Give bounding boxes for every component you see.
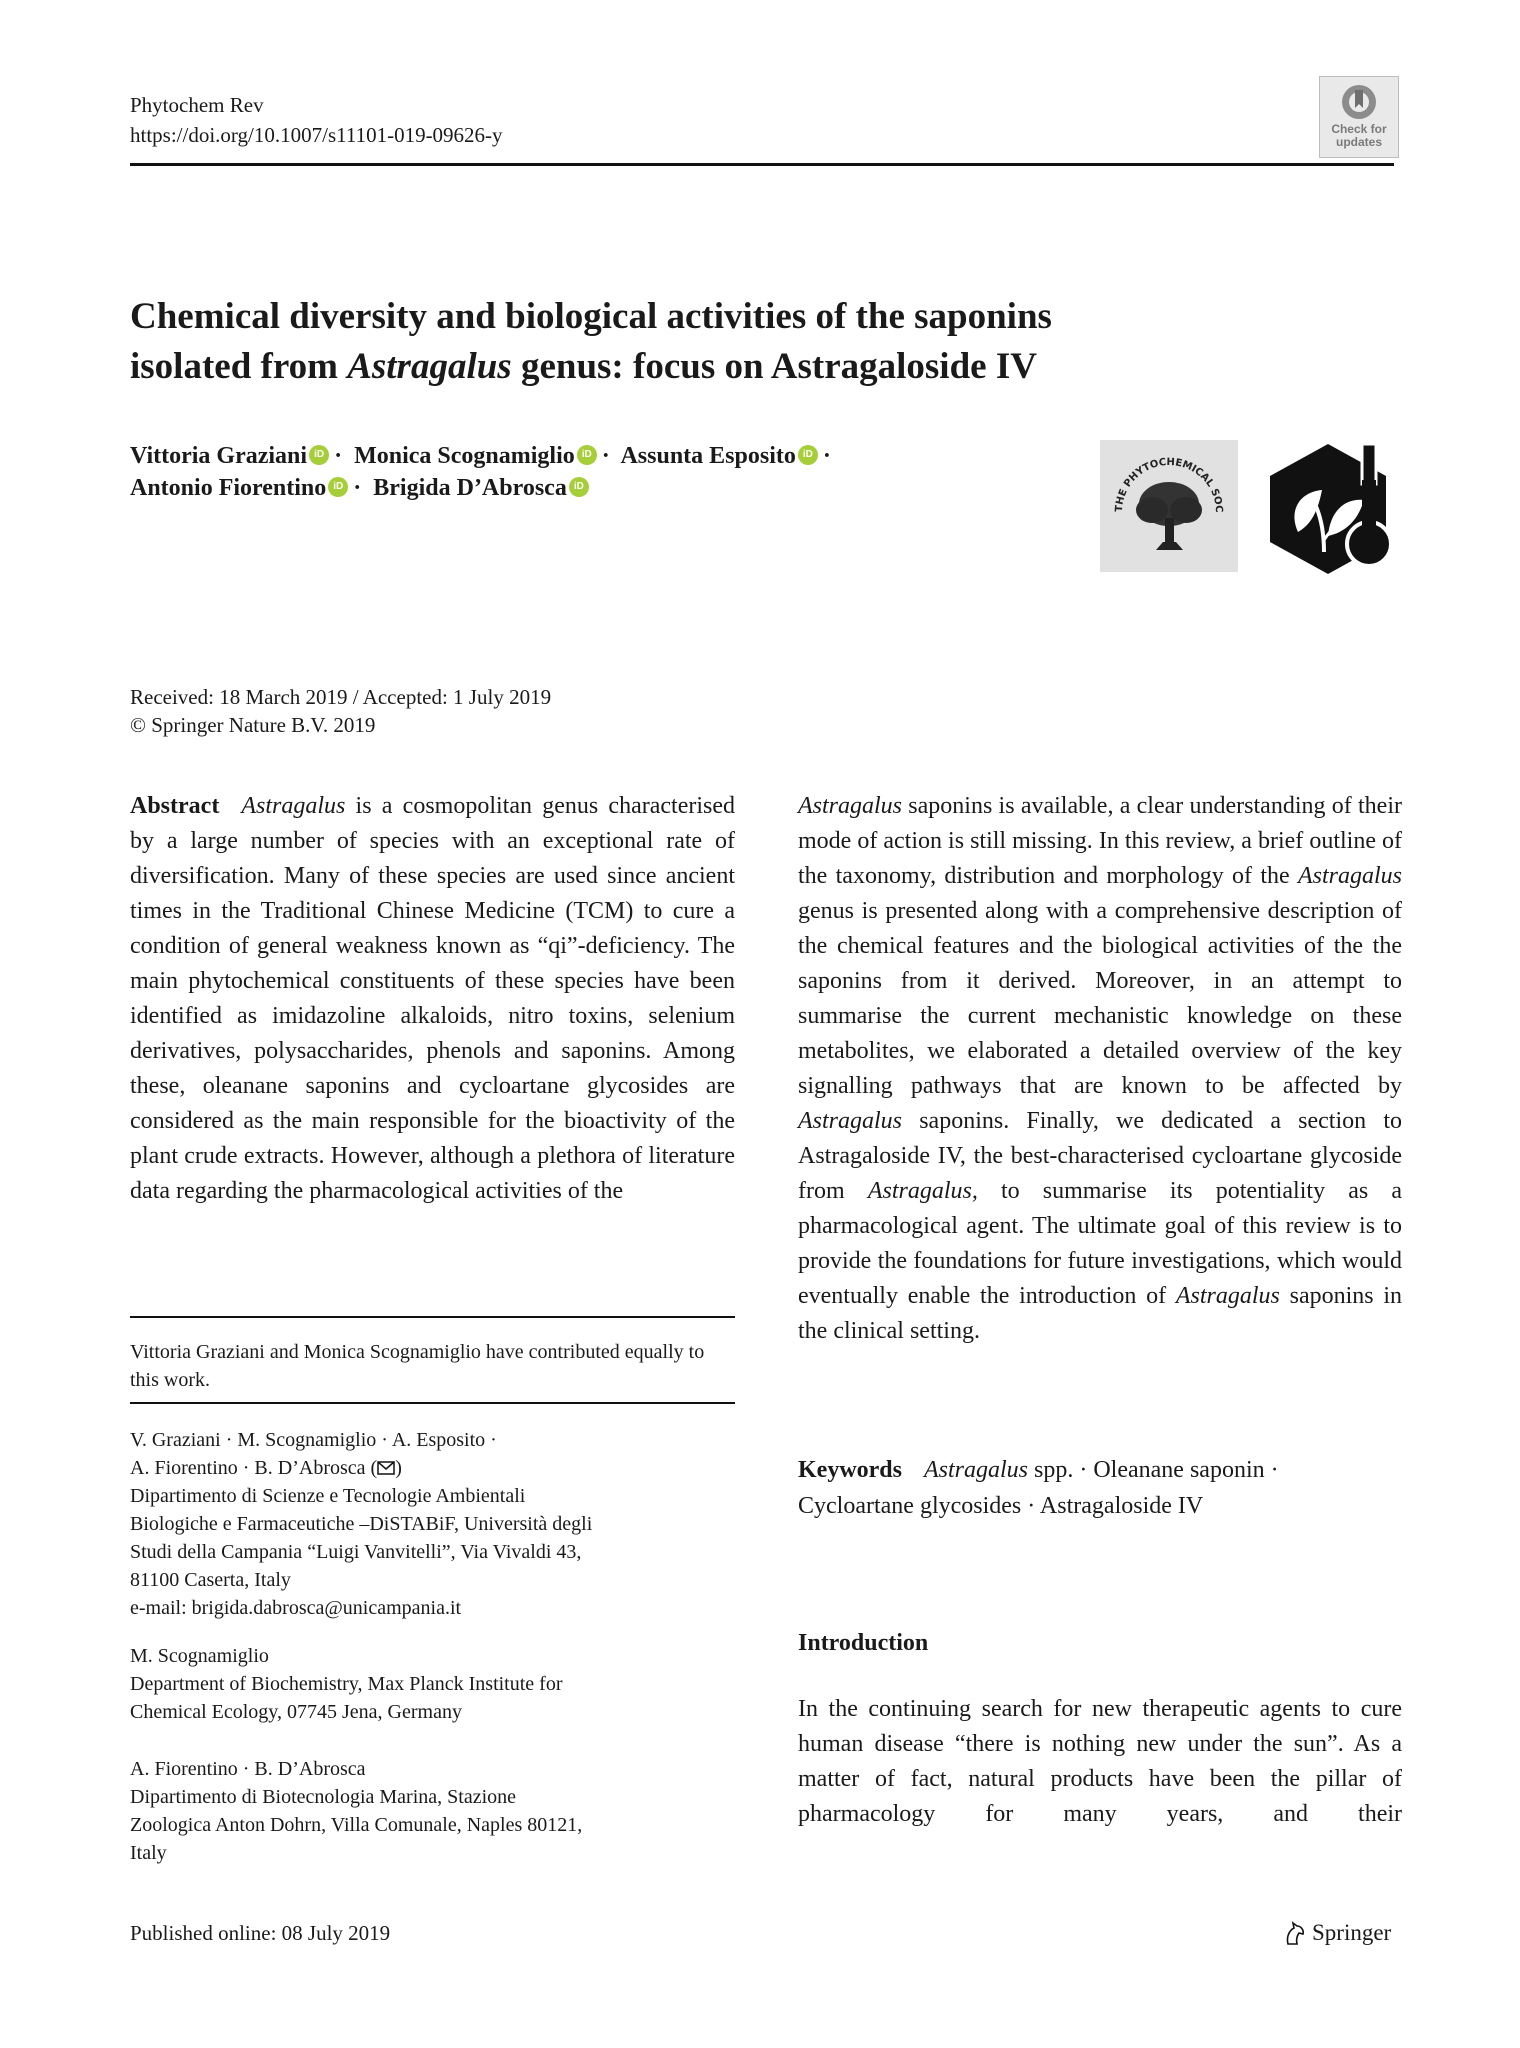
abstract-text: saponins in the clinical setting. <box>798 1283 1402 1344</box>
author-line-2 <box>130 472 980 504</box>
orcid-icon[interactable]: iD <box>577 445 597 465</box>
keywords-label: Keywords <box>798 1457 902 1483</box>
keywords-section <box>798 1452 1402 1524</box>
orcid-icon[interactable]: iD <box>569 477 589 497</box>
affiliation-authors-text: ) <box>395 1457 402 1479</box>
author-name[interactable]: Assunta Esposito <box>620 443 796 469</box>
author-name[interactable]: Antonio Fiorentino <box>130 475 327 501</box>
envelope-icon[interactable] <box>377 1461 395 1475</box>
footnote-divider <box>130 1316 735 1318</box>
affiliation-authors: V. Graziani · M. Scognamiglio · A. Esposito · <box>130 1429 497 1451</box>
springer-horse-icon <box>1284 1920 1306 1946</box>
affiliation-block-1 <box>130 1426 735 1622</box>
publisher-logo <box>1284 1918 1391 1948</box>
abstract-genus: Astragalus <box>798 1108 903 1134</box>
orcid-icon[interactable]: iD <box>798 445 818 465</box>
affiliation-authors-text: A. Fiorentino · B. D’Abrosca ( <box>130 1457 378 1479</box>
affiliation-authors: M. Scognamiglio <box>130 1645 269 1667</box>
keywords-line-2: Cycloartane glycosides · Astragaloside IV <box>798 1493 1204 1519</box>
author-name[interactable]: Vittoria Graziani <box>130 443 308 469</box>
published-online-date: Published online: 08 July 2019 <box>130 1921 391 1945</box>
abstract-text: saponins is available, a clear understanding of their mode of action is still missing. In this review, a brief outline of the taxonomy, distribution and morphology of the <box>798 793 1402 889</box>
title-genus: Astragalus <box>347 346 512 387</box>
introduction-body: In the continuing search for new therapeutic agents to cure human disease “there is nothing new under the sun”. As a matter of fact, natural products have been the pillar of pharmacology for many years, and their <box>798 1696 1402 1827</box>
affiliation-line: Zoologica Anton Dohrn, Villa Comunale, Naples 80121, <box>130 1814 583 1836</box>
orcid-icon[interactable]: iD <box>328 477 348 497</box>
abstract-text: to summarise its potentiality as a pharmacological agent. The ultimate goal of this review is to provide the foundations for future investigations, which would eventually enable the introduction of <box>798 1178 1403 1309</box>
title-line-2 <box>130 342 1330 392</box>
affiliation-line: Italy <box>130 1842 167 1864</box>
title-line-1: Chemical diversity and biological activities of the saponins <box>130 296 1052 337</box>
abstract-column-right <box>798 789 1402 1349</box>
affiliation-divider <box>130 1402 735 1404</box>
author-name[interactable]: Monica Scognamiglio <box>354 443 575 469</box>
affiliation-line: Studi della Campania “Luigi Vanvitelli”, Via Vivaldi 43, <box>130 1541 582 1563</box>
keyword-genus: Astragalus <box>924 1457 1029 1483</box>
author-name[interactable]: Brigida D’Abrosca <box>373 475 567 501</box>
check-for-updates-badge[interactable] <box>1319 76 1399 158</box>
journal-name: Phytochem Rev <box>130 93 264 117</box>
abstract-genus: Astragalus <box>1175 1283 1280 1309</box>
affiliation-line: 81100 Caserta, Italy <box>130 1569 291 1591</box>
affiliation-line: Dipartimento di Scienze e Tecnologie Ambientali <box>130 1485 526 1507</box>
doi-link[interactable]: https://doi.org/10.1007/s11101-019-09626-y <box>130 123 503 147</box>
abstract-text: genus is presented along with a comprehensive description of the chemical features and the biological activities of the the saponins from it derived. Moreover, in an attempt to summarise the current mechanistic knowledge on these metabolites, we elaborated a detailed overview of the key signalling pathways that are known to be affected by <box>798 898 1402 1099</box>
abstract-text: saponins. Finally, we dedicated a section to Astragaloside IV, the best-characterised cycloartane glycoside from <box>798 1108 1402 1204</box>
header-divider <box>130 163 1394 166</box>
abstract-genus: Astragalus, <box>867 1178 978 1204</box>
received-accepted-dates: Received: 18 March 2019 / Accepted: 1 July 2019 <box>130 685 552 709</box>
affiliation-authors <box>130 1454 735 1482</box>
affiliation-line: Chemical Ecology, 07745 Jena, Germany <box>130 1701 462 1723</box>
equal-contribution-footnote: Vittoria Graziani and Monica Scognamiglio have contributed equally to this work. <box>130 1341 705 1391</box>
title-text: isolated from <box>130 346 348 387</box>
phytochemistry-reviews-logo <box>1258 440 1398 578</box>
publisher-name: Springer <box>1312 1920 1392 1945</box>
affiliation-line: Biologiche e Farmaceutiche –DiSTABiF, Università degli <box>130 1513 593 1535</box>
abstract-column-left <box>130 789 735 1209</box>
affiliation-line: Dipartimento di Biotecnologia Marina, Stazione <box>130 1786 517 1808</box>
abstract-label: Abstract <box>130 793 220 819</box>
affiliation-line: Department of Biochemistry, Max Planck Institute for <box>130 1673 563 1695</box>
article-title <box>130 292 1330 392</box>
abstract-text: is a cosmopolitan genus characterised by a large number of species with an exceptional rate of diversification. Many of these species are used since ancient times in the Traditional Chinese Medicine (TCM) to cure a condition of general weakness known as “qi”-deficiency. The main phytochemical constituents of these species have been identified as imidazoline alkaloids, nitro toxins, selenium derivatives, polysaccharides, phenols and saponins. Among these, oleanane saponins and cycloartane glycosides are considered as the main responsible for the bioactivity of the plant crude extracts. However, although a plethora of literature data regarding the pharmacological activities of the <box>130 793 735 1204</box>
affiliation-block-2 <box>130 1642 735 1726</box>
check-for-updates-label: Check for updates <box>1331 122 1387 149</box>
affiliation-block-3 <box>130 1755 735 1867</box>
introduction-heading: Introduction <box>798 1630 929 1656</box>
abstract-genus: Astragalus <box>798 793 903 819</box>
author-list <box>130 440 980 504</box>
abstract-genus: Astragalus <box>1297 863 1402 889</box>
check-for-updates-icon <box>1340 83 1378 121</box>
author-separator: · <box>822 443 831 469</box>
keywords-line-1 <box>798 1452 1402 1488</box>
author-line-1 <box>130 440 980 472</box>
corresponding-email[interactable]: e-mail: brigida.dabrosca@unicampania.it <box>130 1597 462 1619</box>
society-logo-text: THE PHYTOCHEMICAL SOC <box>1113 456 1225 513</box>
copyright-notice: © Springer Nature B.V. 2019 <box>130 713 376 737</box>
abstract-genus: Astragalus <box>241 793 346 819</box>
orcid-icon[interactable]: iD <box>309 445 329 465</box>
phytochemical-society-logo <box>1100 440 1238 572</box>
author-separator: · <box>334 443 343 469</box>
title-text: genus: focus on Astragaloside IV <box>511 346 1037 387</box>
author-separator: · <box>601 443 610 469</box>
author-separator: · <box>353 475 362 501</box>
tree-logo-icon <box>1100 440 1238 572</box>
hexagon-plant-icon <box>1258 440 1398 578</box>
keyword-text: spp. · Oleanane saponin · <box>1028 1457 1279 1483</box>
affiliation-authors: A. Fiorentino · B. D’Abrosca <box>130 1758 366 1780</box>
